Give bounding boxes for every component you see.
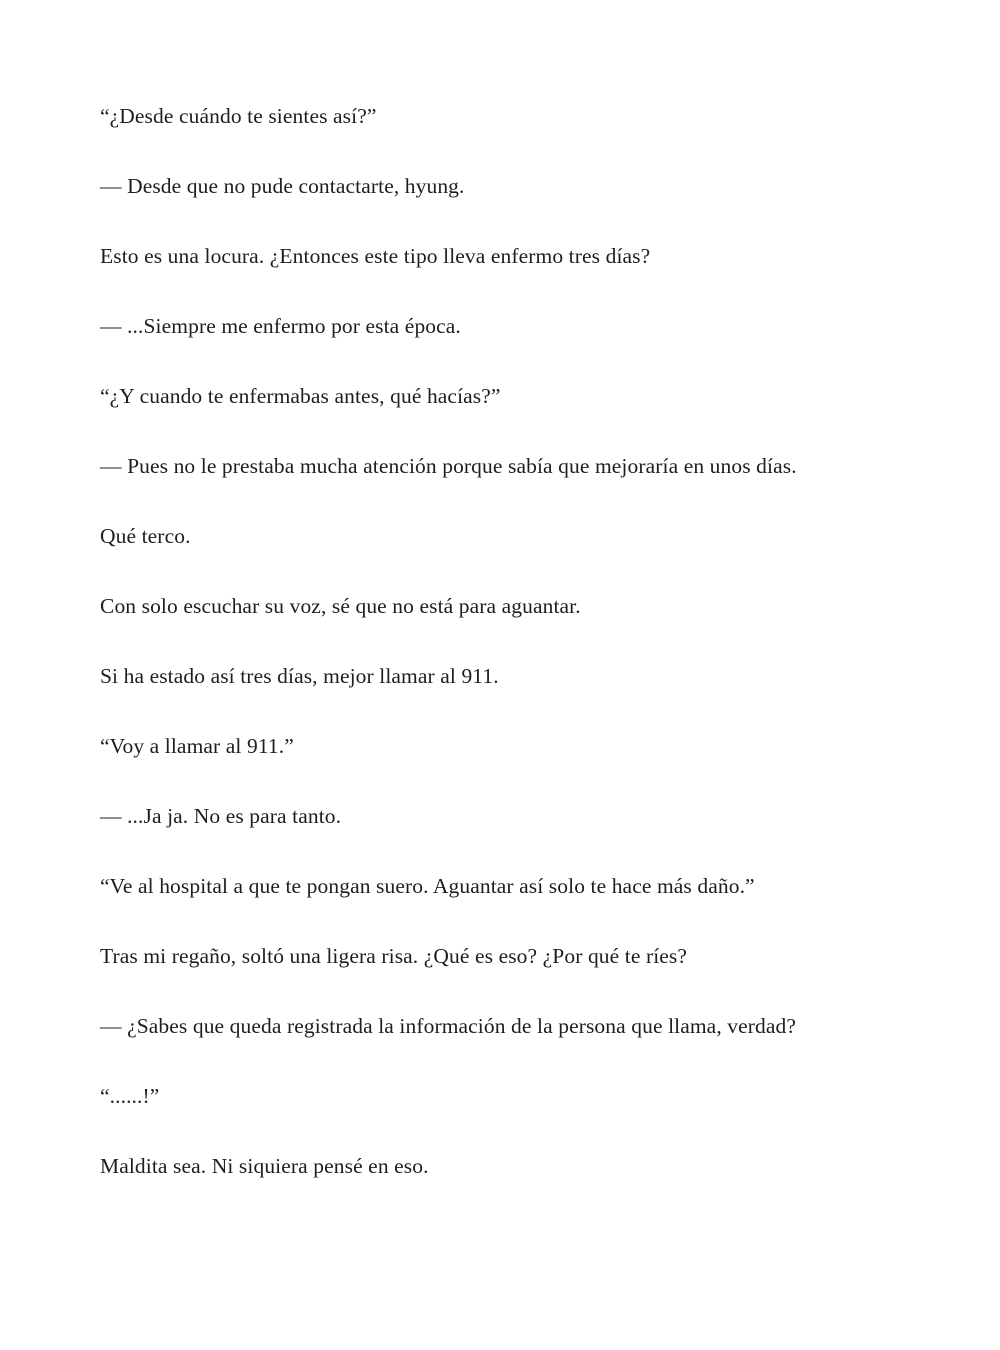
paragraph: Tras mi regaño, soltó una ligera risa. ¿Qué es eso? ¿Por qué te ríes? — [100, 944, 688, 968]
paragraph: “¿Desde cuándo te sientes así?” — [100, 104, 377, 128]
paragraph: — Pues no le prestaba mucha atención porque sabía que mejoraría en unos días. — [100, 454, 797, 478]
paragraph: Si ha estado así tres días, mejor llamar al 911. — [100, 664, 499, 688]
paragraph: “¿Y cuando te enfermabas antes, qué hacías?” — [100, 384, 501, 408]
paragraph: — ¿Sabes que queda registrada la información de la persona que llama, verdad? — [100, 1014, 797, 1038]
paragraph: “Voy a llamar al 911.” — [100, 734, 294, 758]
paragraph: Esto es una locura. ¿Entonces este tipo lleva enfermo tres días? — [100, 244, 651, 268]
paragraph: Maldita sea. Ni siquiera pensé en eso. — [100, 1154, 429, 1178]
paragraph: “......!” — [100, 1084, 160, 1108]
paragraph: Con solo escuchar su voz, sé que no está para aguantar. — [100, 594, 581, 618]
paragraph: — ...Siempre me enfermo por esta época. — [100, 314, 461, 338]
paragraph: “Ve al hospital a que te pongan suero. Aguantar así solo te hace más daño.” — [100, 874, 755, 898]
paragraph: Qué terco. — [100, 524, 191, 548]
paragraph: — Desde que no pude contactarte, hyung. — [100, 174, 465, 198]
paragraph: — ...Ja ja. No es para tanto. — [100, 804, 342, 828]
